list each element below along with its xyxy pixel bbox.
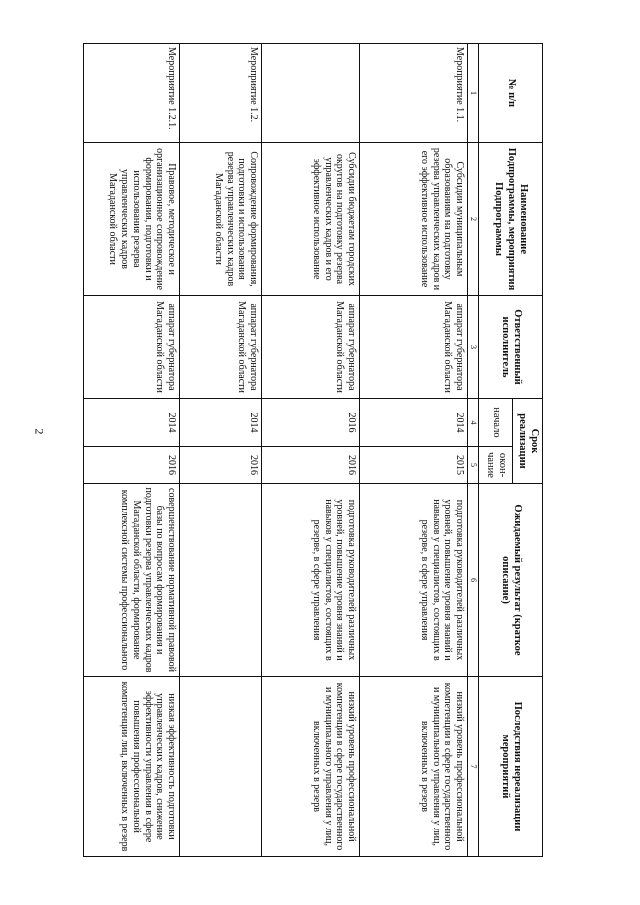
column-number: 4 — [468, 399, 479, 447]
row-end: 2016 — [84, 447, 180, 484]
row-executor: аппарат губернатора Магаданской области — [262, 296, 360, 399]
header-period: Срок реализации — [513, 399, 543, 484]
header-consequences: Последствия нереализации мероприятий — [479, 677, 543, 857]
column-number-row — [468, 44, 479, 857]
row-result: подготовка руководителей различных уровней, повышение уровня знаний и навыков у специалистов, состоящих в резерве, в сфере управления — [360, 484, 468, 677]
row-num: Мероприятие 1.1. — [360, 44, 468, 143]
page-number: 2 — [32, 428, 47, 435]
header-start: начало — [479, 399, 513, 447]
row-end: 2015 — [360, 447, 468, 484]
header-end: окон-чание — [479, 447, 513, 484]
row-consequences: низкая эффективность подготовки управленческих кадров, снижение эффективности управления в сфере повышения профессиональной компетенции лиц, включенных в резерв — [84, 677, 180, 857]
row-num: Мероприятие 1.2. — [180, 44, 262, 143]
row-start: 2014 — [84, 399, 180, 447]
row-executor: аппарат губернатора Магаданской области — [180, 296, 262, 399]
row-end: 2016 — [262, 447, 360, 484]
header-executor: Ответственный исполнитель — [479, 296, 543, 399]
column-number: 3 — [468, 296, 479, 399]
column-number: 1 — [468, 44, 479, 143]
row-consequences — [180, 677, 262, 857]
row-consequences: низкий уровень профессиональной компетенции в сфере государственного и муниципального управления у лиц, включенных в резерв — [262, 677, 360, 857]
table-row — [84, 44, 180, 857]
row-result: совершенствование нормативной правовой базы по вопросам формирования и подготовки резерва управленческих кадров Магаданской области, формирование комплексной системы профессионального — [84, 484, 180, 677]
table-row — [360, 44, 468, 857]
row-start: 2014 — [360, 399, 468, 447]
row-name: Субсидии бюджетам городских округов на подготовку резерва управленческих кадров и его эффективное использование — [262, 143, 360, 296]
column-number: 7 — [468, 677, 479, 857]
row-num — [262, 44, 360, 143]
measures-table — [83, 43, 543, 857]
row-consequences: низкий уровень профессиональной компетенции в сфере государственного и муниципального управления у лиц, включенных в резерв — [360, 677, 468, 857]
row-executor: аппарат губернатора Магаданской области — [360, 296, 468, 399]
header-num: № п/п — [479, 44, 543, 143]
row-result — [180, 484, 262, 677]
row-start: 2016 — [262, 399, 360, 447]
row-result: подготовка руководителей различных уровней, повышение уровня знаний и навыков у специалистов, состоящих в резерве, в сфере управления — [262, 484, 360, 677]
header-result: Ожидаемый результат (краткое описание) — [479, 484, 543, 677]
row-executor: аппарат губернатора Магаданской области — [84, 296, 180, 399]
row-name: Правовое, методическое и организационное сопровождение формирования, подготовки и использования резерва управленческих кадров Магаданской области — [84, 143, 180, 296]
row-name: Субсидии муниципальным образованиям на подготовку резерва управленческих кадров и его эффективное использование — [360, 143, 468, 296]
row-start: 2014 — [180, 399, 262, 447]
table-row — [180, 44, 262, 857]
row-end: 2016 — [180, 447, 262, 484]
rotated-table-region — [83, 43, 543, 856]
header-name: Наименование Подпрограммы, мероприятия Подпрограммы — [479, 143, 543, 296]
row-name: Сопровождение формирования, подготовки и использования резерва управленческих кадров Магаданской области — [180, 143, 262, 296]
column-number: 2 — [468, 143, 479, 296]
row-num: Мероприятие 1.2.1. — [84, 44, 180, 143]
column-number: 5 — [468, 447, 479, 484]
table-row — [262, 44, 360, 857]
column-number: 6 — [468, 484, 479, 677]
